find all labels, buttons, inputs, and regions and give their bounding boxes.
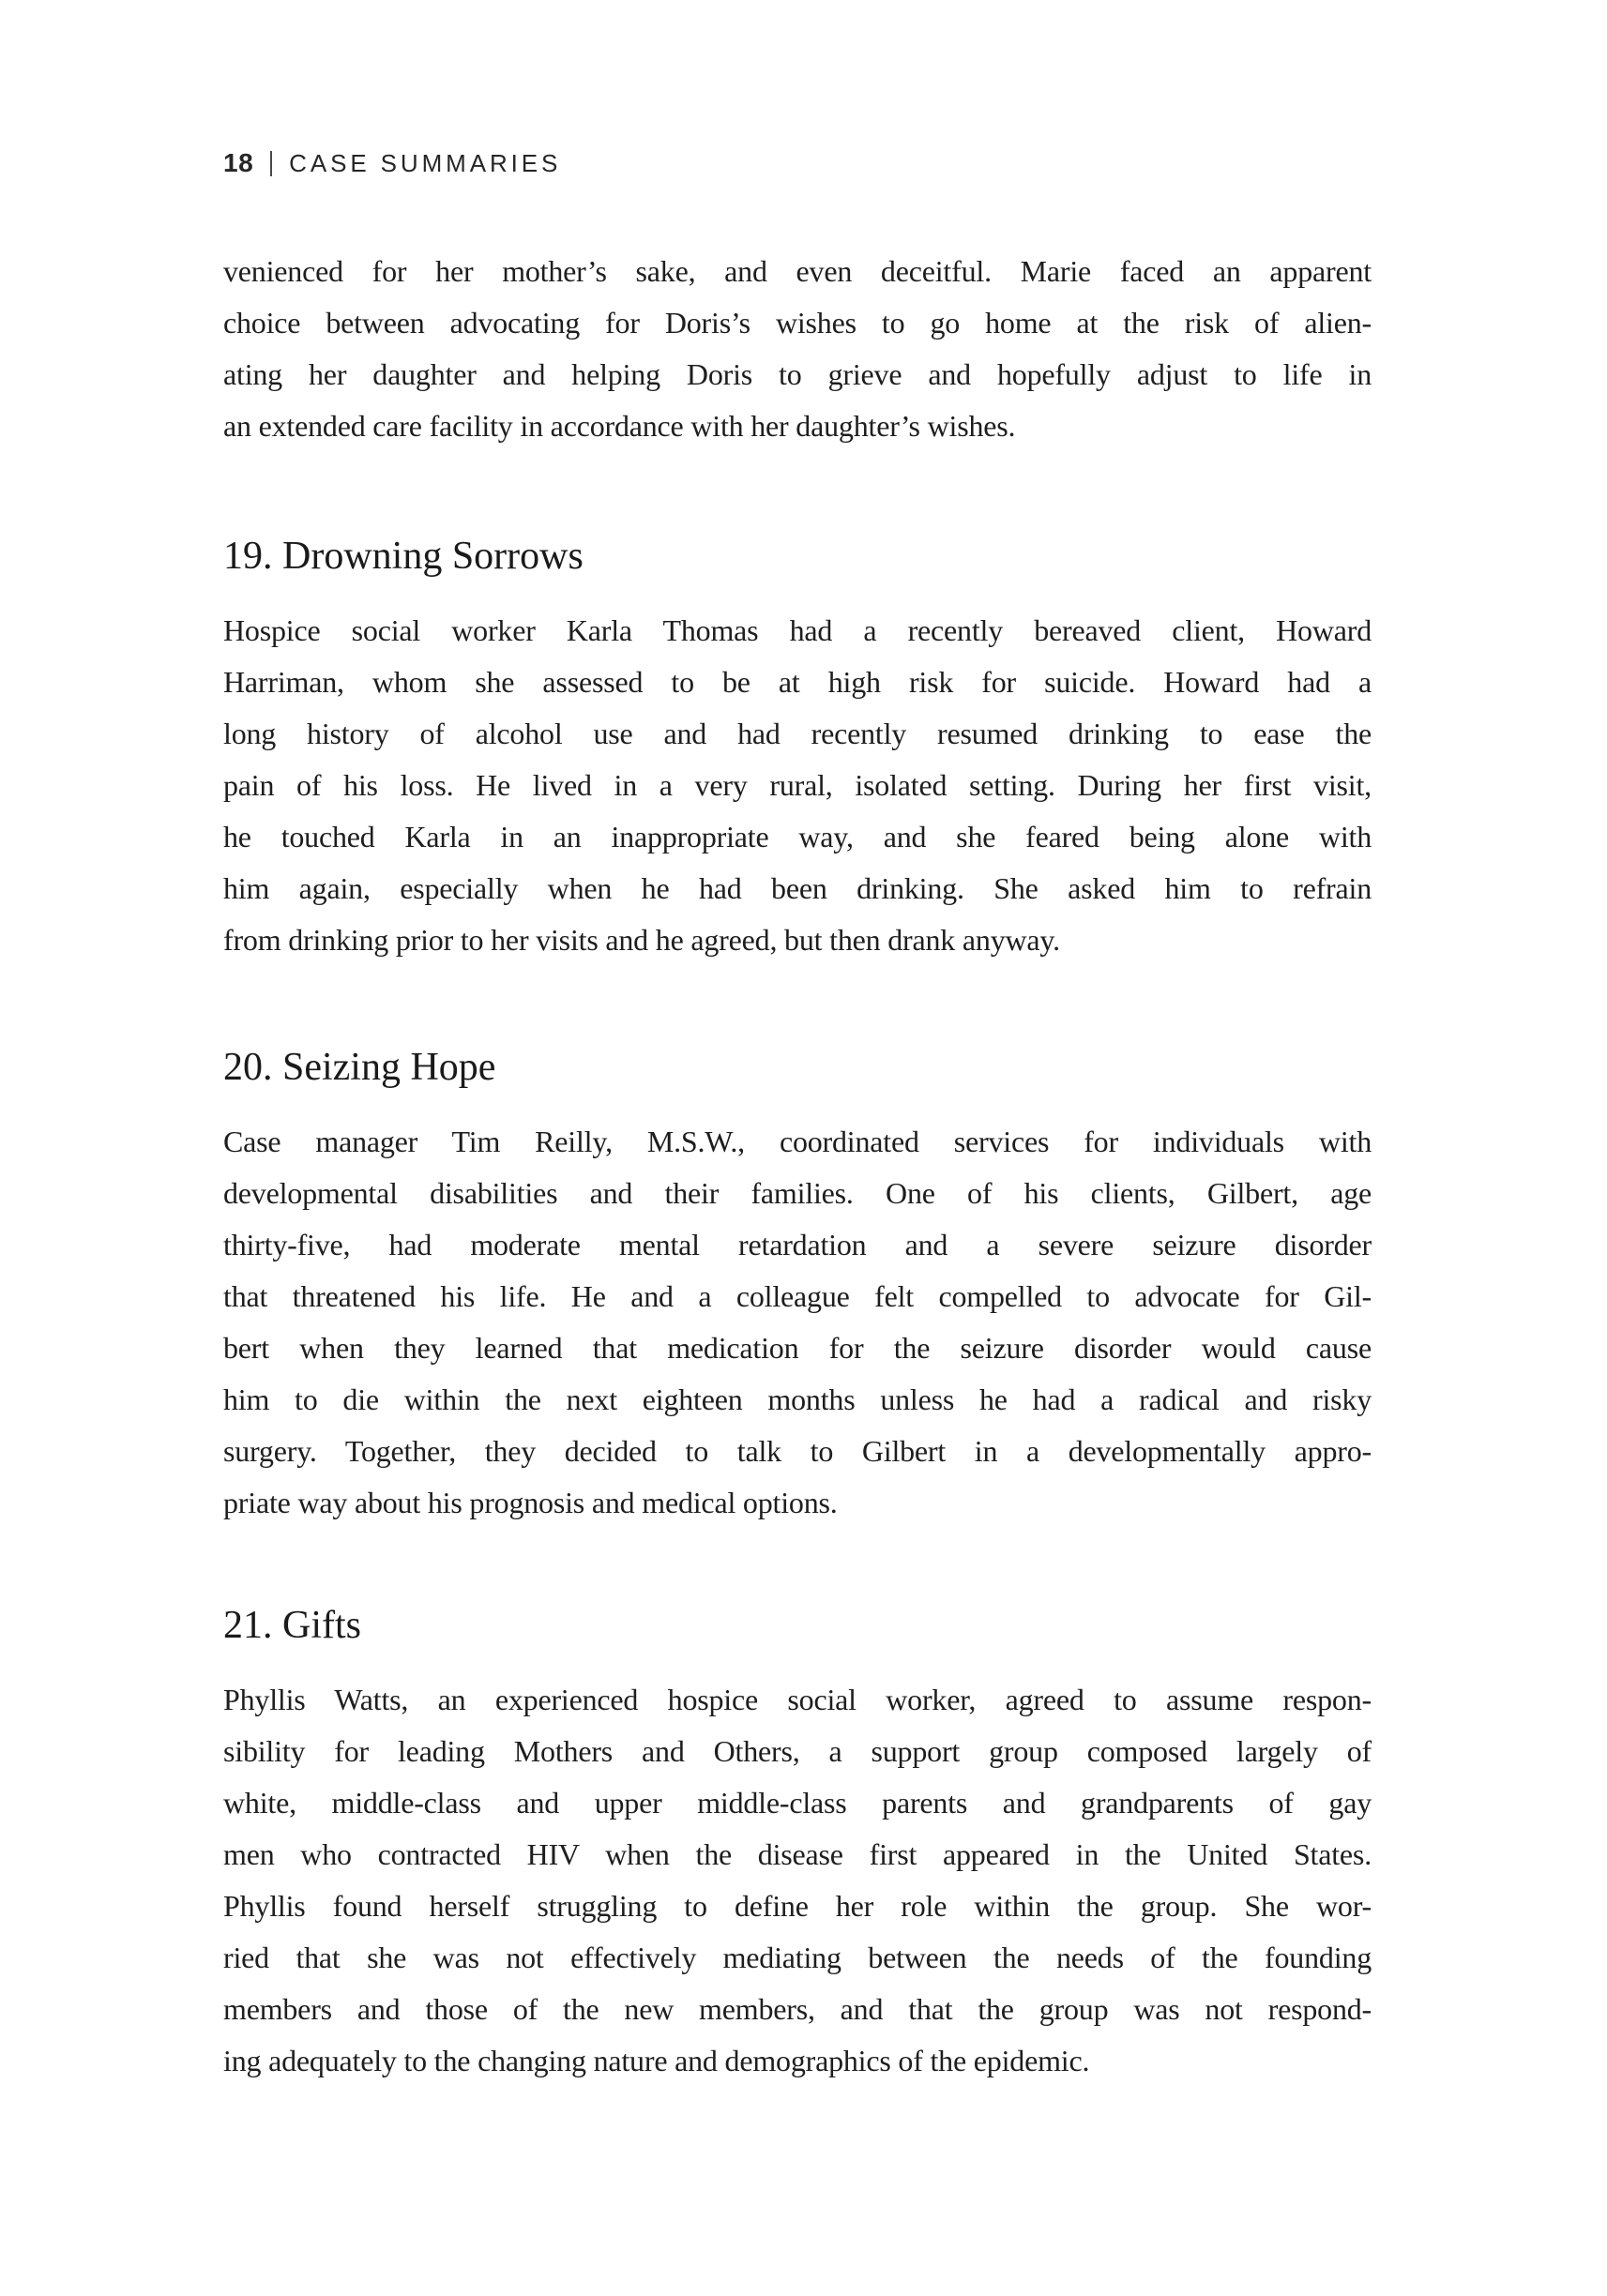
- page-number: 18: [223, 148, 254, 177]
- text-line: Harriman, whom she assessed to be at high risk for suicide. Howard had a: [223, 665, 1372, 699]
- text-line: surgery. Together, they decided to talk to Gilbert in a developmentally appro-: [223, 1434, 1372, 1468]
- text-line: priate way about his prognosis and medical options.: [223, 1486, 838, 1519]
- text-line: white, middle-class and upper middle-class parents and grandparents of gay: [223, 1786, 1372, 1820]
- text-line: he touched Karla in an inappropriate way, and she feared being alone with: [223, 820, 1372, 853]
- running-header: [223, 148, 561, 178]
- text-line: ing adequately to the changing nature and demographics of the epidemic.: [223, 2044, 1090, 2077]
- intro-paragraph: [223, 246, 1372, 452]
- text-line: him to die within the next eighteen months unless he had a radical and risky: [223, 1382, 1372, 1416]
- text-line: choice between advocating for Doris’s wishes to go home at the risk of alien-: [223, 306, 1372, 340]
- chapter-title: CASE SUMMARIES: [289, 148, 562, 177]
- text-line: pain of his loss. He lived in a very rural, isolated setting. During her first visit,: [223, 768, 1372, 802]
- section-heading-20: 20. Seizing Hope: [223, 1046, 496, 1089]
- text-line: Case manager Tim Reilly, M.S.W., coordinated services for individuals with: [223, 1125, 1372, 1158]
- header-separator: [270, 151, 272, 176]
- text-line: developmental disabilities and their families. One of his clients, Gilbert, age: [223, 1176, 1372, 1210]
- section-heading-19: 19. Drowning Sorrows: [223, 535, 584, 578]
- section-heading-21: 21. Gifts: [223, 1604, 361, 1647]
- text-line: ating her daughter and helping Doris to grieve and hopefully adjust to life in: [223, 357, 1372, 391]
- text-line: long history of alcohol use and had recently resumed drinking to ease the: [223, 717, 1372, 750]
- text-line: Phyllis found herself struggling to define her role within the group. She wor-: [223, 1889, 1372, 1923]
- text-line: members and those of the new members, and that the group was not respond-: [223, 1992, 1372, 2026]
- section-paragraph-20: [223, 1116, 1372, 1529]
- text-line: bert when they learned that medication for the seizure disorder would cause: [223, 1331, 1372, 1365]
- text-line: him again, especially when he had been drinking. She asked him to refrain: [223, 871, 1372, 905]
- text-line: Phyllis Watts, an experienced hospice social worker, agreed to assume respon-: [223, 1683, 1372, 1716]
- text-line: an extended care facility in accordance with her daughter’s wishes.: [223, 409, 1016, 443]
- text-line: that threatened his life. He and a colleague felt compelled to advocate for Gil-: [223, 1279, 1372, 1313]
- section-paragraph-21: [223, 1674, 1372, 2087]
- text-line: ried that she was not effectively mediating between the needs of the founding: [223, 1941, 1372, 1974]
- section-paragraph-19: [223, 605, 1372, 966]
- text-line: Hospice social worker Karla Thomas had a recently bereaved client, Howard: [223, 613, 1372, 647]
- text-line: thirty-five, had moderate mental retardation and a severe seizure disorder: [223, 1228, 1372, 1261]
- text-line: men who contracted HIV when the disease first appeared in the United States.: [223, 1837, 1372, 1871]
- text-line: sibility for leading Mothers and Others, a support group composed largely of: [223, 1734, 1372, 1768]
- text-line: venienced for her mother’s sake, and even deceitful. Marie faced an apparent: [223, 254, 1372, 288]
- text-line: from drinking prior to her visits and he agreed, but then drank anyway.: [223, 923, 1060, 957]
